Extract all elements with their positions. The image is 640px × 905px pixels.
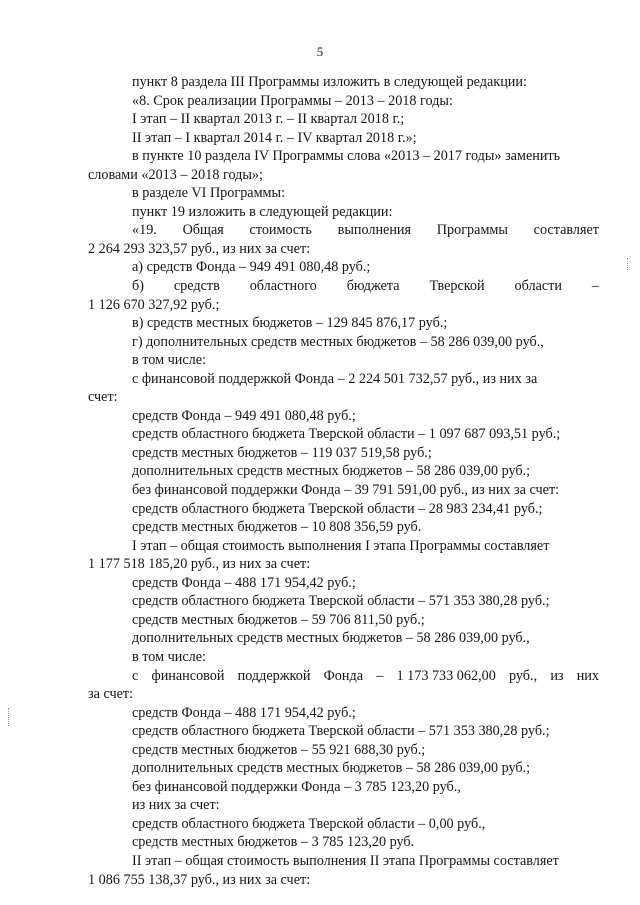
document-body <box>88 73 599 889</box>
text-word: 1 173 733 062,00 <box>396 667 496 684</box>
text-word: выполнения <box>337 222 412 239</box>
text-word: в пункте 10 раздела IV Программы слова «2013 – 2017 годы» заменить <box>132 148 561 165</box>
text-line: из них за счет: <box>132 797 220 814</box>
text-word: бюджета <box>346 278 400 295</box>
text-word: средств <box>173 278 220 295</box>
text-line: средств Фонда – 949 491 080,48 руб.; <box>132 407 356 424</box>
text-line: средств областного бюджета Тверской области – 1 097 687 093,51 руб.; <box>132 426 561 443</box>
text-line: за счет: <box>88 686 134 703</box>
text-word: руб., <box>508 667 538 684</box>
text-line: счет: <box>88 389 118 406</box>
text-word: «19. <box>132 222 157 239</box>
text-line: средств Фонда – 488 171 954,42 руб.; <box>132 574 356 591</box>
text-line <box>88 370 599 389</box>
text-line: г) дополнительных средств местных бюджетов – 58 286 039,00 руб., <box>132 333 544 350</box>
text-line: дополнительных средств местных бюджетов – 58 286 039,00 руб.; <box>132 463 531 480</box>
text-line: средств областного бюджета Тверской области – 571 353 380,28 руб.; <box>132 593 550 610</box>
text-word: – <box>376 667 384 684</box>
text-line: в том числе: <box>132 648 206 665</box>
text-line: средств Фонда – 488 171 954,42 руб.; <box>132 704 356 721</box>
text-line: средств областного бюджета Тверской области – 28 983 234,41 руб.; <box>132 500 543 517</box>
text-line <box>88 221 599 240</box>
page-number: 5 <box>316 44 324 59</box>
text-line: 2 264 293 323,57 руб., из них за счет: <box>88 240 311 257</box>
text-line: пункт 8 раздела III Программы изложить в следующей редакции: <box>132 74 527 90</box>
text-line <box>88 537 599 556</box>
text-line: в) средств местных бюджетов – 129 845 876,17 руб.; <box>132 315 448 332</box>
text-line <box>88 147 599 166</box>
text-line: «8. Срок реализации Программы – 2013 – 2018 годы: <box>132 92 453 109</box>
text-line: пункт 19 изложить в следующей редакции: <box>132 203 393 220</box>
text-word: с финансовой поддержкой Фонда – 2 224 501 732,57 руб., из них за <box>132 370 538 387</box>
text-line: 1 177 518 185,20 руб., из них за счет: <box>88 556 311 573</box>
text-line: словами «2013 – 2018 годы»; <box>88 166 263 183</box>
text-line: дополнительных средств местных бюджетов – 58 286 039,00 руб., <box>132 630 530 647</box>
text-line: а) средств Фонда – 949 491 080,48 руб.; <box>132 259 371 276</box>
text-word: Тверской <box>429 278 485 295</box>
text-word: – <box>591 278 599 295</box>
text-line: средств местных бюджетов – 10 808 356,59 руб. <box>132 519 422 536</box>
text-word: области <box>514 278 562 295</box>
text-line <box>88 667 599 686</box>
text-line: 1 086 755 138,37 руб., из них за счет: <box>88 871 311 888</box>
text-word: областного <box>249 278 317 295</box>
text-word: составляет <box>533 222 599 239</box>
text-line: в том числе: <box>132 352 206 369</box>
text-line: средств местных бюджетов – 59 706 811,50 руб.; <box>132 611 425 628</box>
text-word: I этап – общая стоимость выполнения I этапа Программы составляет <box>132 537 550 554</box>
text-line: без финансовой поддержки Фонда – 39 791 591,00 руб., из них за счет: <box>132 482 560 499</box>
text-line: 1 126 670 327,92 руб.; <box>88 296 220 313</box>
text-word: Общая <box>182 222 224 239</box>
text-line <box>88 852 599 871</box>
text-line: средств областного бюджета Тверской области – 0,00 руб., <box>132 815 486 832</box>
text-word: Программы <box>436 222 508 239</box>
text-line: без финансовой поддержки Фонда – 3 785 123,20 руб., <box>132 778 461 795</box>
text-line: в разделе VI Программы: <box>132 185 286 202</box>
text-line: средств местных бюджетов – 55 921 688,30 руб.; <box>132 741 426 758</box>
text-word: б) <box>132 278 144 295</box>
text-line: средств местных бюджетов – 3 785 123,20 руб. <box>132 834 415 851</box>
scan-mark <box>8 708 10 726</box>
text-line: средств местных бюджетов – 119 037 519,58 руб.; <box>132 444 432 461</box>
text-word: стоимость <box>249 222 312 239</box>
text-line: дополнительных средств местных бюджетов – 58 286 039,00 руб.; <box>132 760 531 777</box>
scan-mark <box>627 258 629 270</box>
text-line <box>88 277 599 296</box>
text-word: финансовой <box>151 667 225 684</box>
text-line: I этап – II квартал 2013 г. – II квартал 2018 г.; <box>132 111 405 128</box>
text-word: II этап – общая стоимость выполнения II этапа Программы составляет <box>132 852 559 869</box>
text-word: поддержкой <box>237 667 311 684</box>
text-line: II этап – I квартал 2014 г. – IV квартал 2018 г.»; <box>132 129 417 146</box>
text-word: из <box>550 667 564 684</box>
text-line: средств областного бюджета Тверской области – 571 353 380,28 руб.; <box>132 723 550 740</box>
text-word: них <box>576 667 599 684</box>
text-word: с <box>132 667 139 684</box>
text-word: Фонда <box>323 667 364 684</box>
